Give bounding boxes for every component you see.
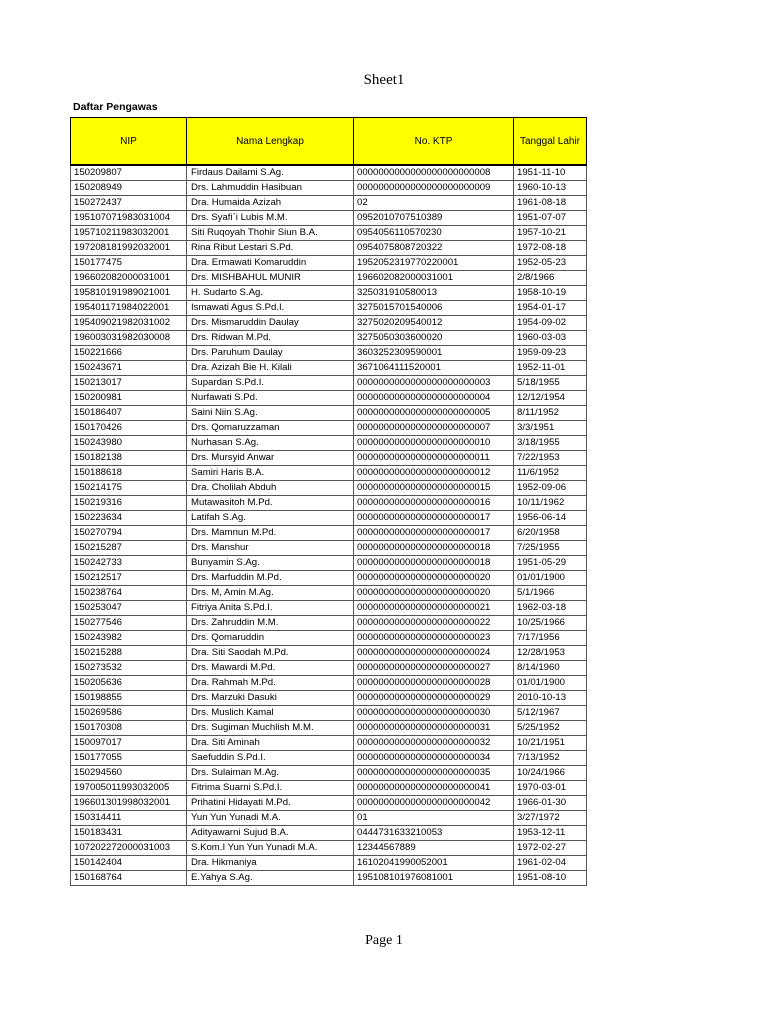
- nama-cell: Drs. Sulaiman M.Ag.: [187, 766, 354, 781]
- tanggal-lahir-cell: 3/3/1951: [514, 421, 587, 436]
- table-row: [71, 751, 587, 766]
- table-row: [71, 241, 587, 256]
- ktp-cell: 0000000000000000000000020: [354, 586, 514, 601]
- nip-cell: 150188618: [71, 466, 187, 481]
- tanggal-lahir-cell: 1959-09-23: [514, 346, 587, 361]
- column-header-ktp: No. KTP: [354, 118, 514, 166]
- nama-cell: Drs. Marzuki Dasuki: [187, 691, 354, 706]
- nip-cell: 195810191989021001: [71, 286, 187, 301]
- table-row: [71, 451, 587, 466]
- nip-cell: 150277546: [71, 616, 187, 631]
- ktp-cell: 0000000000000000000000027: [354, 661, 514, 676]
- nama-cell: Dra. Siti Saodah M.Pd.: [187, 646, 354, 661]
- tanggal-lahir-cell: 7/22/1953: [514, 451, 587, 466]
- nip-cell: 150221666: [71, 346, 187, 361]
- nip-cell: 150270794: [71, 526, 187, 541]
- tanggal-lahir-cell: 1960-10-13: [514, 181, 587, 196]
- nip-cell: 150242733: [71, 556, 187, 571]
- nama-cell: Drs. Sugiman Muchlish M.M.: [187, 721, 354, 736]
- tanggal-lahir-cell: 1956-06-14: [514, 511, 587, 526]
- nip-cell: 150209807: [71, 165, 187, 181]
- nama-cell: Siti Ruqoyah Thohir Siun B.A.: [187, 226, 354, 241]
- nip-cell: 107202272000031003: [71, 841, 187, 856]
- tanggal-lahir-cell: 1951-08-10: [514, 871, 587, 886]
- nip-cell: 150182138: [71, 451, 187, 466]
- nama-cell: Dra. Siti Aminah: [187, 736, 354, 751]
- nama-cell: Drs. Syafi`i Lubis M.M.: [187, 211, 354, 226]
- tanggal-lahir-cell: 10/24/1966: [514, 766, 587, 781]
- nama-cell: Rina Ribut Lestari S.Pd.: [187, 241, 354, 256]
- ktp-cell: 1952052319770220001: [354, 256, 514, 271]
- ktp-cell: 0000000000000000000000030: [354, 706, 514, 721]
- tanggal-lahir-cell: 1970-03-01: [514, 781, 587, 796]
- ktp-cell: 3275015701540006: [354, 301, 514, 316]
- ktp-cell: 0000000000000000000000021: [354, 601, 514, 616]
- table-row: [71, 165, 587, 181]
- table-row: [71, 826, 587, 841]
- nama-cell: Drs. Muslich Kamal: [187, 706, 354, 721]
- nip-cell: 150177475: [71, 256, 187, 271]
- tanggal-lahir-cell: 1972-02-27: [514, 841, 587, 856]
- table-row: [71, 376, 587, 391]
- nip-cell: 150243671: [71, 361, 187, 376]
- ktp-cell: 0000000000000000000000024: [354, 646, 514, 661]
- table-row: [71, 286, 587, 301]
- nama-cell: Drs. Mismaruddin Daulay: [187, 316, 354, 331]
- ktp-cell: 0000000000000000000000028: [354, 676, 514, 691]
- nama-cell: Drs. Lahmuddin Hasibuan: [187, 181, 354, 196]
- nip-cell: 150273532: [71, 661, 187, 676]
- ktp-cell: 0000000000000000000000007: [354, 421, 514, 436]
- ktp-cell: 0000000000000000000000011: [354, 451, 514, 466]
- nip-cell: 150215287: [71, 541, 187, 556]
- nip-cell: 150198855: [71, 691, 187, 706]
- nip-cell: 150142404: [71, 856, 187, 871]
- nip-cell: 150097017: [71, 736, 187, 751]
- tanggal-lahir-cell: 10/11/1962: [514, 496, 587, 511]
- nip-cell: 195401171984022001: [71, 301, 187, 316]
- table-row: [71, 481, 587, 496]
- ktp-cell: 3671064111520001: [354, 361, 514, 376]
- table-row: [71, 856, 587, 871]
- nama-cell: Fitrima Suarni S.Pd.I.: [187, 781, 354, 796]
- table-row: [71, 781, 587, 796]
- nama-cell: Drs. Paruhum Daulay: [187, 346, 354, 361]
- nip-cell: 150223634: [71, 511, 187, 526]
- table-row: [71, 196, 587, 211]
- tanggal-lahir-cell: 1952-05-23: [514, 256, 587, 271]
- tanggal-lahir-cell: 2010-10-13: [514, 691, 587, 706]
- tanggal-lahir-cell: 3/18/1955: [514, 436, 587, 451]
- ktp-cell: 0444731633210053: [354, 826, 514, 841]
- ktp-cell: 3275050303600020: [354, 331, 514, 346]
- table-row: [71, 526, 587, 541]
- table-row: [71, 271, 587, 286]
- table-row: [71, 811, 587, 826]
- table-row: [71, 361, 587, 376]
- tanggal-lahir-cell: 1954-09-02: [514, 316, 587, 331]
- ktp-cell: 02: [354, 196, 514, 211]
- table-row: [71, 586, 587, 601]
- tanggal-lahir-cell: 5/25/1952: [514, 721, 587, 736]
- nip-cell: 150294560: [71, 766, 187, 781]
- table-row: [71, 661, 587, 676]
- tanggal-lahir-cell: 8/11/1952: [514, 406, 587, 421]
- ktp-cell: 3603252309590001: [354, 346, 514, 361]
- nama-cell: Dra. Humaida Azizah: [187, 196, 354, 211]
- ktp-cell: 0000000000000000000000012: [354, 466, 514, 481]
- tanggal-lahir-cell: 1954-01-17: [514, 301, 587, 316]
- nip-cell: 195107071983031004: [71, 211, 187, 226]
- table-row: [71, 406, 587, 421]
- ktp-cell: 0000000000000000000000020: [354, 571, 514, 586]
- table-row: [71, 736, 587, 751]
- ktp-cell: 0000000000000000000000017: [354, 511, 514, 526]
- tanggal-lahir-cell: 7/25/1955: [514, 541, 587, 556]
- tanggal-lahir-cell: 10/21/1951: [514, 736, 587, 751]
- ktp-cell: 0000000000000000000000029: [354, 691, 514, 706]
- ktp-cell: 0000000000000000000000010: [354, 436, 514, 451]
- ktp-cell: 0000000000000000000000035: [354, 766, 514, 781]
- ktp-cell: 12344567889: [354, 841, 514, 856]
- ktp-cell: 16102041990052001: [354, 856, 514, 871]
- tanggal-lahir-cell: 1972-08-18: [514, 241, 587, 256]
- table-caption: Daftar Pengawas: [73, 101, 158, 113]
- ktp-cell: 0000000000000000000000017: [354, 526, 514, 541]
- tanggal-lahir-cell: 1952-09-06: [514, 481, 587, 496]
- table-row: [71, 541, 587, 556]
- tanggal-lahir-cell: 1966-01-30: [514, 796, 587, 811]
- nip-cell: 150183431: [71, 826, 187, 841]
- table-row: [71, 346, 587, 361]
- nama-cell: Saefuddin S.Pd.I.: [187, 751, 354, 766]
- nip-cell: 150214175: [71, 481, 187, 496]
- ktp-cell: 0000000000000000000000031: [354, 721, 514, 736]
- table-row: [71, 256, 587, 271]
- ktp-cell: 0954075808720322: [354, 241, 514, 256]
- nip-cell: 150215288: [71, 646, 187, 661]
- tanggal-lahir-cell: 01/01/1900: [514, 676, 587, 691]
- ktp-cell: 0000000000000000000000005: [354, 406, 514, 421]
- nip-cell: 150186407: [71, 406, 187, 421]
- tanggal-lahir-cell: 8/14/1960: [514, 661, 587, 676]
- table-row: [71, 601, 587, 616]
- nama-cell: Drs. Ridwan M.Pd.: [187, 331, 354, 346]
- table-row: [71, 691, 587, 706]
- tanggal-lahir-cell: 1951-11-10: [514, 165, 587, 181]
- tanggal-lahir-cell: 2/8/1966: [514, 271, 587, 286]
- table-row: [71, 421, 587, 436]
- tanggal-lahir-cell: 1958-10-19: [514, 286, 587, 301]
- nip-cell: 195409021982031002: [71, 316, 187, 331]
- nama-cell: Yun Yun Yunadi M.A.: [187, 811, 354, 826]
- nama-cell: Drs. Zahruddin M.M.: [187, 616, 354, 631]
- nip-cell: 150170426: [71, 421, 187, 436]
- tanggal-lahir-cell: 10/25/1966: [514, 616, 587, 631]
- column-header-tanggal: Tanggal Lahir: [514, 118, 587, 166]
- table-row: [71, 871, 587, 886]
- ktp-cell: 0000000000000000000000018: [354, 541, 514, 556]
- nama-cell: Dra. Cholilah Abduh: [187, 481, 354, 496]
- ktp-cell: 195108101976081001: [354, 871, 514, 886]
- nama-cell: Adityawarni Sujud B.A.: [187, 826, 354, 841]
- tanggal-lahir-cell: 1952-11-01: [514, 361, 587, 376]
- nama-cell: Drs. Qomaruzzaman: [187, 421, 354, 436]
- table-row: [71, 496, 587, 511]
- column-header-nama: Nama Lengkap: [187, 118, 354, 166]
- tanggal-lahir-cell: 1961-08-18: [514, 196, 587, 211]
- nip-cell: 150269586: [71, 706, 187, 721]
- table-row: [71, 631, 587, 646]
- table-row: [71, 796, 587, 811]
- nip-cell: 197208181992032001: [71, 241, 187, 256]
- ktp-cell: 3275020209540012: [354, 316, 514, 331]
- nama-cell: Dra. Hikmaniya: [187, 856, 354, 871]
- table-row: [71, 706, 587, 721]
- table-body: [71, 165, 587, 886]
- tanggal-lahir-cell: 1957-10-21: [514, 226, 587, 241]
- ktp-cell: 0000000000000000000000022: [354, 616, 514, 631]
- nama-cell: Prihatini Hidayati M.Pd.: [187, 796, 354, 811]
- nama-cell: Nurhasan S.Ag.: [187, 436, 354, 451]
- table-row: [71, 766, 587, 781]
- nama-cell: Drs. Mursyid Anwar: [187, 451, 354, 466]
- nip-cell: 195710211983032001: [71, 226, 187, 241]
- nip-cell: 196601301998032001: [71, 796, 187, 811]
- nip-cell: 150200981: [71, 391, 187, 406]
- nama-cell: Fitriya Anita S.Pd.I.: [187, 601, 354, 616]
- nama-cell: Nurfawati S.Pd.: [187, 391, 354, 406]
- ktp-cell: 01: [354, 811, 514, 826]
- nama-cell: Saini Niin S.Ag.: [187, 406, 354, 421]
- tanggal-lahir-cell: 1962-03-18: [514, 601, 587, 616]
- nama-cell: S.Kom.I Yun Yun Yunadi M.A.: [187, 841, 354, 856]
- sheet-title: Sheet1: [363, 72, 405, 88]
- table-row: [71, 676, 587, 691]
- tanggal-lahir-cell: 7/13/1952: [514, 751, 587, 766]
- nip-cell: 196602082000031001: [71, 271, 187, 286]
- nip-cell: 150272437: [71, 196, 187, 211]
- tanggal-lahir-cell: 5/12/1967: [514, 706, 587, 721]
- nip-cell: 150170308: [71, 721, 187, 736]
- nip-cell: 150314411: [71, 811, 187, 826]
- table-row: [71, 436, 587, 451]
- table-row: [71, 556, 587, 571]
- nip-cell: 150212517: [71, 571, 187, 586]
- tanggal-lahir-cell: 1953-12-11: [514, 826, 587, 841]
- header-row: [71, 118, 587, 166]
- nama-cell: Bunyamin S.Ag.: [187, 556, 354, 571]
- column-header-nip: NIP: [71, 118, 187, 166]
- tanggal-lahir-cell: 1951-05-29: [514, 556, 587, 571]
- tanggal-lahir-cell: 3/27/1972: [514, 811, 587, 826]
- nip-cell: 196003031982030008: [71, 331, 187, 346]
- table-row: [71, 391, 587, 406]
- ktp-cell: 0000000000000000000000041: [354, 781, 514, 796]
- nama-cell: Latifah S.Ag.: [187, 511, 354, 526]
- ktp-cell: 325031910580013: [354, 286, 514, 301]
- table-row: [71, 571, 587, 586]
- table-row: [71, 181, 587, 196]
- nip-cell: 150205636: [71, 676, 187, 691]
- ktp-cell: 196602082000031001: [354, 271, 514, 286]
- tanggal-lahir-cell: 12/28/1953: [514, 646, 587, 661]
- nama-cell: Dra. Ermawati Komaruddin: [187, 256, 354, 271]
- ktp-cell: 0000000000000000000000015: [354, 481, 514, 496]
- table-row: [71, 721, 587, 736]
- ktp-cell: 0000000000000000000000032: [354, 736, 514, 751]
- tanggal-lahir-cell: 01/01/1900: [514, 571, 587, 586]
- table-row: [71, 616, 587, 631]
- nip-cell: 150238764: [71, 586, 187, 601]
- table-row: [71, 841, 587, 856]
- nama-cell: Supardan S.Pd.I.: [187, 376, 354, 391]
- tanggal-lahir-cell: 6/20/1958: [514, 526, 587, 541]
- nip-cell: 150213017: [71, 376, 187, 391]
- nama-cell: Dra. Rahmah M.Pd.: [187, 676, 354, 691]
- table-row: [71, 301, 587, 316]
- ktp-cell: 0000000000000000000000004: [354, 391, 514, 406]
- tanggal-lahir-cell: 12/12/1954: [514, 391, 587, 406]
- ktp-cell: 0000000000000000000000018: [354, 556, 514, 571]
- nama-cell: Mutawasitoh M.Pd.: [187, 496, 354, 511]
- nip-cell: 150219316: [71, 496, 187, 511]
- tanggal-lahir-cell: 5/1/1966: [514, 586, 587, 601]
- table-row: [71, 466, 587, 481]
- nip-cell: 197005011993032005: [71, 781, 187, 796]
- nip-cell: 150177055: [71, 751, 187, 766]
- ktp-cell: 0000000000000000000000009: [354, 181, 514, 196]
- nama-cell: Drs. Manshur: [187, 541, 354, 556]
- tanggal-lahir-cell: 11/6/1952: [514, 466, 587, 481]
- nip-cell: 150208949: [71, 181, 187, 196]
- nama-cell: Drs. Mamnun M.Pd.: [187, 526, 354, 541]
- ktp-cell: 0000000000000000000000023: [354, 631, 514, 646]
- ktp-cell: 0000000000000000000000008: [354, 165, 514, 181]
- ktp-cell: 0952010707510389: [354, 211, 514, 226]
- table-row: [71, 511, 587, 526]
- ktp-cell: 0000000000000000000000003: [354, 376, 514, 391]
- table-row: [71, 226, 587, 241]
- nama-cell: H. Sudarto S.Ag.: [187, 286, 354, 301]
- nama-cell: Drs. MISHBAHUL MUNIR: [187, 271, 354, 286]
- nip-cell: 150243980: [71, 436, 187, 451]
- nama-cell: Drs. Qomaruddin: [187, 631, 354, 646]
- pengawas-table: [70, 117, 587, 886]
- page-number: Page 1: [365, 933, 403, 948]
- nip-cell: 150168764: [71, 871, 187, 886]
- table-row: [71, 316, 587, 331]
- nama-cell: Dra. Azizah Bie H. Kilali: [187, 361, 354, 376]
- nama-cell: Drs. M, Amin M.Ag.: [187, 586, 354, 601]
- ktp-cell: 0000000000000000000000042: [354, 796, 514, 811]
- tanggal-lahir-cell: 1961-02-04: [514, 856, 587, 871]
- ktp-cell: 0954056110570230: [354, 226, 514, 241]
- nip-cell: 150243982: [71, 631, 187, 646]
- nama-cell: Firdaus Dailami S.Ag.: [187, 165, 354, 181]
- tanggal-lahir-cell: 5/18/1955: [514, 376, 587, 391]
- nama-cell: Ismawati Agus S.Pd.I.: [187, 301, 354, 316]
- tanggal-lahir-cell: 1951-07-07: [514, 211, 587, 226]
- nip-cell: 150253047: [71, 601, 187, 616]
- table-row: [71, 646, 587, 661]
- nama-cell: Drs. Marfuddin M.Pd.: [187, 571, 354, 586]
- nama-cell: Samiri Haris B.A.: [187, 466, 354, 481]
- table-row: [71, 331, 587, 346]
- ktp-cell: 0000000000000000000000034: [354, 751, 514, 766]
- tanggal-lahir-cell: 1960-03-03: [514, 331, 587, 346]
- tanggal-lahir-cell: 7/17/1956: [514, 631, 587, 646]
- nama-cell: E.Yahya S.Ag.: [187, 871, 354, 886]
- table-row: [71, 211, 587, 226]
- nama-cell: Drs. Mawardi M.Pd.: [187, 661, 354, 676]
- ktp-cell: 0000000000000000000000016: [354, 496, 514, 511]
